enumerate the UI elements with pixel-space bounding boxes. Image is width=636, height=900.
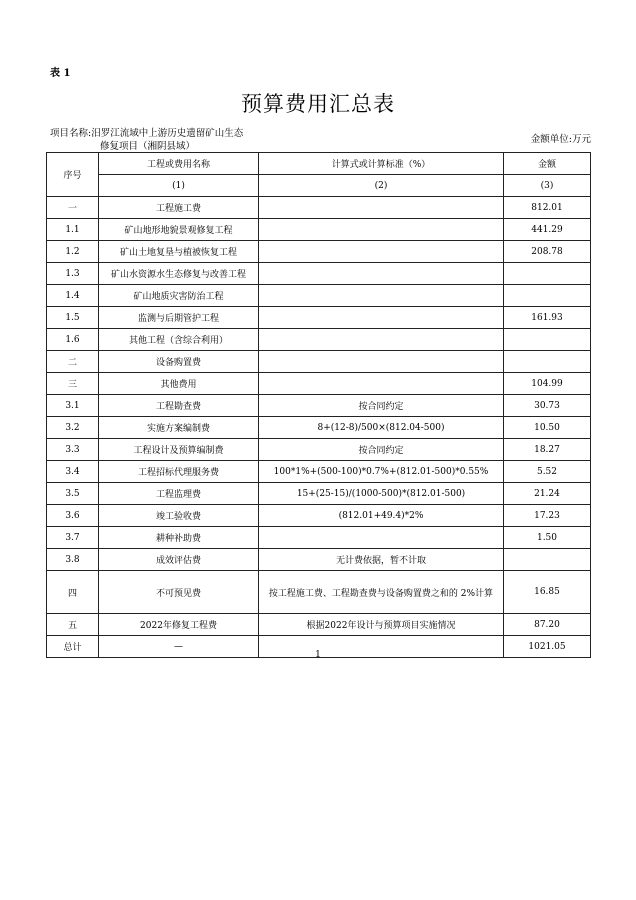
table-row — [47, 483, 591, 505]
row-seq: 1.2 — [47, 241, 99, 263]
row-name: 2022年修复工程费 — [99, 614, 259, 636]
table-row — [47, 439, 591, 461]
row-amount: 30.73 — [504, 395, 591, 417]
table-row — [47, 197, 591, 219]
row-amount: 87.20 — [504, 614, 591, 636]
table-row — [47, 307, 591, 329]
row-formula: 8+(12-8)/500×(812.04-500) — [259, 417, 504, 439]
row-name: 工程监理费 — [99, 483, 259, 505]
table-row — [47, 527, 591, 549]
project-name-line1: 汨罗江流域中上游历史遗留矿山生态 — [91, 128, 244, 139]
row-formula: 按合同约定 — [259, 395, 504, 417]
row-name: 监测与后期管护工程 — [99, 307, 259, 329]
row-name: 工程施工费 — [99, 197, 259, 219]
table-label: 表 1 — [50, 68, 71, 79]
row-name: 矿山水资源水生态修复与改善工程 — [99, 263, 259, 285]
row-seq: 四 — [47, 571, 99, 614]
project-info — [50, 127, 243, 153]
row-name: — — [99, 636, 259, 658]
row-seq: 3.3 — [47, 439, 99, 461]
row-formula: 按合同约定 — [259, 439, 504, 461]
table-row — [47, 263, 591, 285]
page-number: 1 — [315, 650, 321, 660]
row-formula: 无计费依据，暂不计取 — [259, 549, 504, 571]
table-row — [47, 395, 591, 417]
row-name: 其他费用 — [99, 373, 259, 395]
row-amount: 1.50 — [504, 527, 591, 549]
table-row — [47, 351, 591, 373]
row-formula — [259, 219, 504, 241]
row-name: 实施方案编制费 — [99, 417, 259, 439]
header-row — [47, 153, 591, 175]
row-formula: 按工程施工费、工程勘查费与设备购置费之和的 2%计算 — [259, 571, 504, 614]
header-formula-index: (2) — [259, 175, 504, 197]
row-formula — [259, 197, 504, 219]
row-formula — [259, 373, 504, 395]
row-formula: (812.01+49.4)*2% — [259, 505, 504, 527]
table-row — [47, 571, 591, 614]
row-seq: 3.1 — [47, 395, 99, 417]
row-amount: 5.52 — [504, 461, 591, 483]
row-seq: 3.5 — [47, 483, 99, 505]
row-amount: 104.99 — [504, 373, 591, 395]
header-name: 工程或费用名称 — [99, 153, 259, 175]
table-row — [47, 505, 591, 527]
project-label: 项目名称: — [50, 128, 92, 139]
row-name: 工程设计及预算编制费 — [99, 439, 259, 461]
row-name: 成效评估费 — [99, 549, 259, 571]
row-name: 工程招标代理服务费 — [99, 461, 259, 483]
header-formula: 计算式或计算标准（%） — [259, 153, 504, 175]
row-formula — [259, 351, 504, 373]
page-title: 预算费用汇总表 — [241, 92, 395, 116]
row-formula — [259, 329, 504, 351]
row-name: 不可预见费 — [99, 571, 259, 614]
row-seq: 3.4 — [47, 461, 99, 483]
header-name-index: (1) — [99, 175, 259, 197]
table-row — [47, 373, 591, 395]
row-amount: 208.78 — [504, 241, 591, 263]
unit-label: 金额单位:万元 — [530, 134, 591, 145]
row-amount: 441.29 — [504, 219, 591, 241]
row-seq: 五 — [47, 614, 99, 636]
budget-table — [46, 152, 591, 658]
row-name: 矿山土地复垦与植被恢复工程 — [99, 241, 259, 263]
row-seq: 二 — [47, 351, 99, 373]
row-formula — [259, 285, 504, 307]
row-amount: 18.27 — [504, 439, 591, 461]
header-amount: 金额 — [504, 153, 591, 175]
table-row — [47, 285, 591, 307]
header-amount-index: (3) — [504, 175, 591, 197]
row-name: 其他工程（含综合利用） — [99, 329, 259, 351]
row-amount — [504, 263, 591, 285]
row-seq: 1.3 — [47, 263, 99, 285]
table-row — [47, 417, 591, 439]
row-seq: 1.1 — [47, 219, 99, 241]
row-amount: 812.01 — [504, 197, 591, 219]
row-amount: 17.23 — [504, 505, 591, 527]
row-seq: 3.7 — [47, 527, 99, 549]
row-name: 矿山地形地貌景观修复工程 — [99, 219, 259, 241]
table-row — [47, 549, 591, 571]
row-seq: 3.8 — [47, 549, 99, 571]
table-row — [47, 329, 591, 351]
row-amount — [504, 549, 591, 571]
row-formula: 15+(25-15)/(1000-500)*(812.01-500) — [259, 483, 504, 505]
row-seq: 1.5 — [47, 307, 99, 329]
table-row — [47, 219, 591, 241]
table-row — [47, 241, 591, 263]
row-seq: 三 — [47, 373, 99, 395]
row-amount: 16.85 — [504, 571, 591, 614]
row-name: 工程勘查费 — [99, 395, 259, 417]
header-seq: 序号 — [47, 153, 99, 197]
row-amount: 21.24 — [504, 483, 591, 505]
row-formula — [259, 241, 504, 263]
project-name-line2: 修复项目（湘阴县域） — [100, 141, 196, 152]
row-seq: 一 — [47, 197, 99, 219]
row-formula: 100*1%+(500-100)*0.7%+(812.01-500)*0.55% — [259, 461, 504, 483]
row-formula — [259, 527, 504, 549]
row-name: 设备购置费 — [99, 351, 259, 373]
row-formula — [259, 307, 504, 329]
row-seq: 总计 — [47, 636, 99, 658]
row-seq: 1.4 — [47, 285, 99, 307]
row-name: 矿山地质灾害防治工程 — [99, 285, 259, 307]
table-row — [47, 614, 591, 636]
row-amount: 1021.05 — [504, 636, 591, 658]
row-amount — [504, 329, 591, 351]
row-name: 耕种补助费 — [99, 527, 259, 549]
row-amount — [504, 285, 591, 307]
row-seq: 3.2 — [47, 417, 99, 439]
row-amount — [504, 351, 591, 373]
row-formula: 根据2022年设计与预算项目实施情况 — [259, 614, 504, 636]
row-seq: 1.6 — [47, 329, 99, 351]
header-index-row — [47, 175, 591, 197]
row-formula — [259, 263, 504, 285]
table-row — [47, 461, 591, 483]
row-seq: 3.6 — [47, 505, 99, 527]
row-amount: 10.50 — [504, 417, 591, 439]
row-name: 竣工验收费 — [99, 505, 259, 527]
row-amount: 161.93 — [504, 307, 591, 329]
